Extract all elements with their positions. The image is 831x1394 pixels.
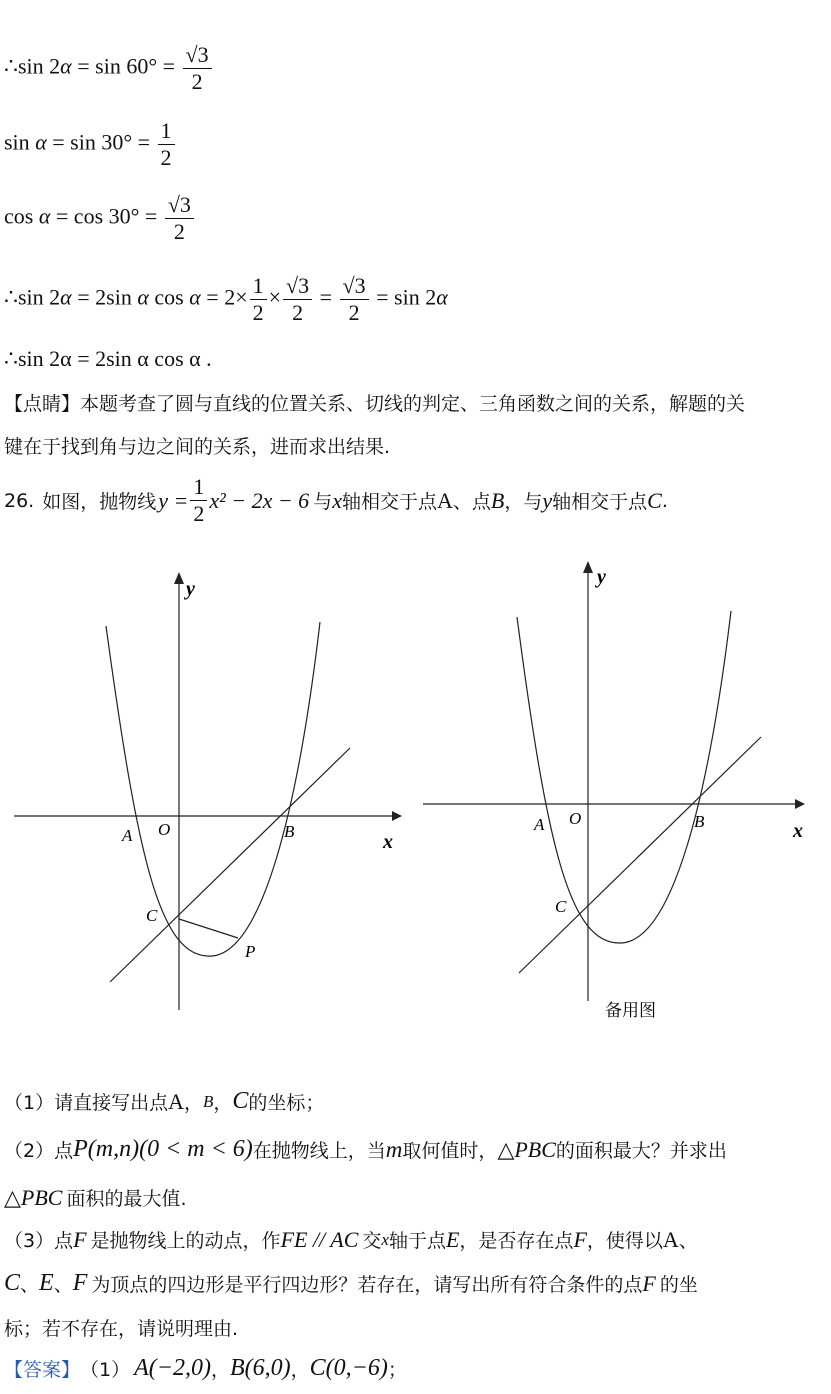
label-b: B <box>694 812 705 831</box>
figure-caption: 备用图 <box>605 1001 656 1020</box>
figure-2 <box>415 555 825 1030</box>
fraction-half: $\frac{1}{2}$ <box>190 474 207 527</box>
answer-tag: 【答案】 <box>4 1359 81 1381</box>
y-axis-arrow <box>174 572 184 584</box>
label-b: B <box>284 822 295 841</box>
comment-tag: 【点睛】 <box>4 393 81 415</box>
fraction: $\frac{√3}{2}$ <box>183 42 212 95</box>
label-x: x <box>383 831 393 853</box>
fraction: $\frac{√3}{2}$ <box>165 192 194 245</box>
answer-line: 【答案】 （1） A(−2,0) ， B(6,0) ， C(0,−6) ； <box>4 1355 407 1381</box>
question-3: （3）点 F 是抛物线上的动点，作 FE // AC 交 x 轴于点 E ，是否存在点 F ，使得以 A 、 <box>4 1226 698 1252</box>
segment-cp <box>179 919 238 938</box>
label-a: A <box>122 826 133 845</box>
question-3-line-2: C 、 E 、 F 为顶点的四边形是平行四边形？若存在，请写出所有符合条件的点 F 的坐 <box>4 1270 698 1296</box>
problem-statement: 26. 如图，抛物线 y = $\frac{1}{2}$ x² − 2x − 6 与 x 轴相交于点 A 、点 B ，与 y 轴相交于点 C . <box>4 474 668 526</box>
label-a: A <box>534 815 545 834</box>
equation-line-1 <box>4 42 214 95</box>
line-bc <box>110 748 350 982</box>
equation-text: ∴sin 2α = sin 60° = <box>4 53 181 79</box>
label-o: O <box>569 809 582 828</box>
line-bc <box>519 737 761 973</box>
label-y: y <box>597 566 606 588</box>
parabola <box>106 622 320 956</box>
label-x: x <box>793 820 803 842</box>
equation-line-5: ∴sin 2α = 2sin α cos α . <box>4 346 212 371</box>
question-1: （1）请直接写出点 A ， B ， C 的坐标； <box>4 1088 325 1114</box>
fraction: $\frac{1}{2}$ <box>158 118 175 171</box>
comment-line-2: 键在于找到角与边之间的关系，进而求出结果. <box>4 436 391 458</box>
figure-1 <box>0 560 420 1030</box>
parabola <box>517 611 731 943</box>
label-p: P <box>245 942 256 961</box>
x-axis-arrow <box>392 811 402 821</box>
equation-line-4: ∴sin 2α = 2sin α cos α = 2× $\frac{1}{2}$ × $\frac{√3}{2}$ = $\frac{√3}{2}$ = sin 2α <box>4 273 448 325</box>
question-2: （2）点 P(m,n)(0 < m < 6) 在抛物线上，当 m 取何值时， △PBC 的面积最大？并求出 <box>4 1136 727 1162</box>
equation-line-3: cos α = cos 30° = $\frac{√3}{2}$ <box>4 192 196 245</box>
label-y: y <box>186 578 195 600</box>
question-2-line-2: △PBC 面积的最大值. <box>4 1184 187 1210</box>
comment-line-1: 【点睛】本题考查了圆与直线的位置关系、切线的判定、三角函数之间的关系，解题的关 <box>4 393 746 415</box>
label-c: C <box>146 906 158 925</box>
label-o: O <box>158 820 171 839</box>
equation-line-2: sin α = sin 30° = $\frac{1}{2}$ <box>4 118 177 171</box>
x-axis-arrow <box>795 799 805 809</box>
y-axis-arrow <box>583 561 593 573</box>
question-3-line-3: 标；若不存在，请说明理由. <box>4 1318 239 1340</box>
label-c: C <box>555 897 567 916</box>
